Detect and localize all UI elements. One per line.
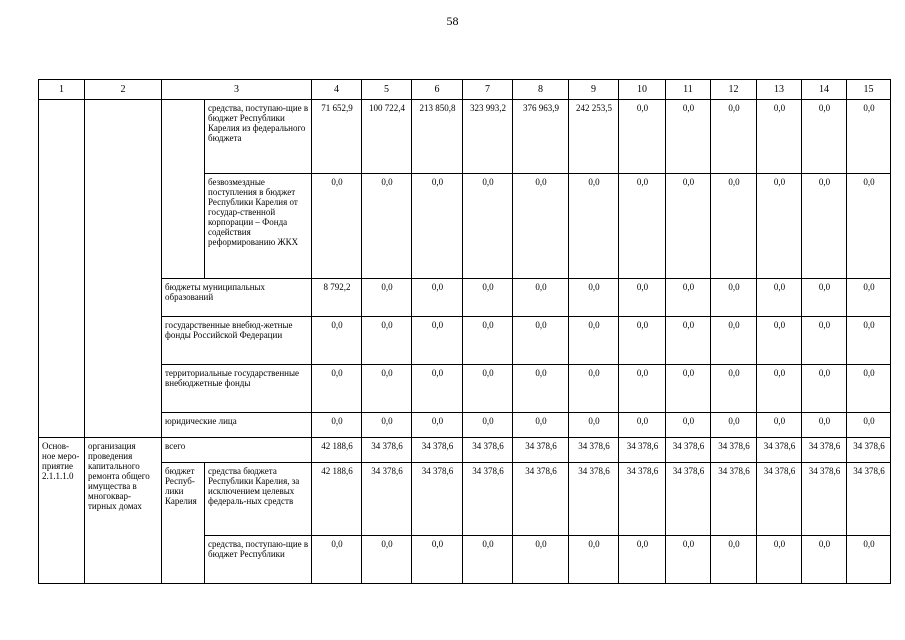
header-cell: 9 <box>569 80 619 100</box>
value-cell: 0,0 <box>711 174 757 279</box>
value-cell: 42 188,6 <box>312 463 362 536</box>
value-cell: 0,0 <box>711 100 757 174</box>
value-cell: 0,0 <box>362 317 412 365</box>
value-cell: 34 378,6 <box>463 438 513 463</box>
value-cell: 0,0 <box>757 279 802 317</box>
value-cell: 34 378,6 <box>711 438 757 463</box>
value-cell: 0,0 <box>757 365 802 413</box>
value-cell: 0,0 <box>463 279 513 317</box>
value-cell: 0,0 <box>666 317 711 365</box>
value-cell: 34 378,6 <box>412 463 463 536</box>
table-row <box>39 438 891 463</box>
source-label: юридические лица <box>162 413 312 438</box>
value-cell: 0,0 <box>312 365 362 413</box>
value-cell: 0,0 <box>711 317 757 365</box>
value-cell: 0,0 <box>802 174 847 279</box>
value-cell: 0,0 <box>463 317 513 365</box>
value-cell: 323 993,2 <box>463 100 513 174</box>
value-cell: 34 378,6 <box>513 463 569 536</box>
value-cell: 0,0 <box>619 317 666 365</box>
source-label: государственные внебюд-жетные фонды Российской Федерации <box>162 317 312 365</box>
value-cell: 0,0 <box>802 279 847 317</box>
measure-code: Основ-ное меро-приятие 2.1.1.1.0 <box>39 438 85 584</box>
value-cell: 0,0 <box>847 317 891 365</box>
header-cell: 12 <box>711 80 757 100</box>
table-row <box>39 279 891 317</box>
value-cell: 0,0 <box>711 365 757 413</box>
value-cell: 0,0 <box>619 279 666 317</box>
value-cell: 34 378,6 <box>757 463 802 536</box>
budget-table <box>38 79 891 584</box>
budget-group: бюджет Респуб-лики Карелия <box>162 463 205 584</box>
value-cell: 34 378,6 <box>362 463 412 536</box>
value-cell: 0,0 <box>757 100 802 174</box>
table-row <box>39 100 891 174</box>
value-cell: 0,0 <box>569 536 619 584</box>
value-cell: 0,0 <box>619 174 666 279</box>
header-cell: 14 <box>802 80 847 100</box>
value-cell: 0,0 <box>619 100 666 174</box>
value-cell: 242 253,5 <box>569 100 619 174</box>
value-cell: 34 378,6 <box>463 463 513 536</box>
value-cell: 34 378,6 <box>569 463 619 536</box>
value-cell: 42 188,6 <box>312 438 362 463</box>
value-cell: 0,0 <box>312 536 362 584</box>
table-row <box>39 463 891 536</box>
value-cell: 34 378,6 <box>619 438 666 463</box>
value-cell: 34 378,6 <box>619 463 666 536</box>
value-cell: 376 963,9 <box>513 100 569 174</box>
value-cell: 0,0 <box>757 413 802 438</box>
value-cell: 8 792,2 <box>312 279 362 317</box>
value-cell: 0,0 <box>463 365 513 413</box>
source-label: средства, поступаю-щие в бюджет Республики Карелия из федерального бюджета <box>205 100 312 174</box>
value-cell: 0,0 <box>569 365 619 413</box>
value-cell: 0,0 <box>711 413 757 438</box>
value-cell: 0,0 <box>757 536 802 584</box>
value-cell: 0,0 <box>569 279 619 317</box>
value-cell: 0,0 <box>847 100 891 174</box>
value-cell: 0,0 <box>802 100 847 174</box>
value-cell: 0,0 <box>513 174 569 279</box>
table-row <box>39 317 891 365</box>
value-cell: 0,0 <box>666 413 711 438</box>
value-cell: 0,0 <box>711 279 757 317</box>
value-cell: 0,0 <box>666 536 711 584</box>
measure-name: организация проведения капитального ремонта общего имущества в многоквар-тирных домах <box>85 438 162 584</box>
value-cell: 0,0 <box>847 413 891 438</box>
value-cell: 34 378,6 <box>757 438 802 463</box>
value-cell: 0,0 <box>802 536 847 584</box>
value-cell: 0,0 <box>569 174 619 279</box>
value-cell: 0,0 <box>847 174 891 279</box>
value-cell: 0,0 <box>513 279 569 317</box>
value-cell: 100 722,4 <box>362 100 412 174</box>
value-cell: 0,0 <box>412 279 463 317</box>
source-label: территориальные государственные внебюджетные фонды <box>162 365 312 413</box>
header-cell: 4 <box>312 80 362 100</box>
source-label: средства, поступаю-щие в бюджет Республики <box>205 536 312 584</box>
page-number: 58 <box>446 14 459 28</box>
measure-cell <box>39 100 85 438</box>
value-cell: 34 378,6 <box>711 463 757 536</box>
value-cell: 34 378,6 <box>362 438 412 463</box>
source-label: средства бюджета Республики Карелия, за исключением целевых федераль-ных средств <box>205 463 312 536</box>
source-label: безвозмездные поступления в бюджет Республики Карелия от государ-ственной корпорации – Фонда содействия реформированию ЖКХ <box>205 174 312 279</box>
value-cell: 34 378,6 <box>802 463 847 536</box>
value-cell: 34 378,6 <box>847 438 891 463</box>
value-cell: 34 378,6 <box>513 438 569 463</box>
value-cell: 0,0 <box>666 365 711 413</box>
header-row <box>39 80 891 100</box>
value-cell: 34 378,6 <box>569 438 619 463</box>
value-cell: 0,0 <box>513 317 569 365</box>
value-cell: 0,0 <box>847 536 891 584</box>
value-cell: 0,0 <box>412 413 463 438</box>
value-cell: 34 378,6 <box>412 438 463 463</box>
value-cell: 0,0 <box>362 365 412 413</box>
value-cell: 0,0 <box>619 536 666 584</box>
value-cell: 0,0 <box>847 365 891 413</box>
value-cell: 0,0 <box>711 536 757 584</box>
value-cell: 0,0 <box>362 536 412 584</box>
value-cell: 0,0 <box>802 365 847 413</box>
value-cell: 0,0 <box>463 536 513 584</box>
header-cell: 6 <box>412 80 463 100</box>
value-cell: 0,0 <box>412 365 463 413</box>
table-row <box>39 413 891 438</box>
value-cell: 0,0 <box>362 279 412 317</box>
value-cell: 0,0 <box>802 317 847 365</box>
source-label: всего <box>162 438 312 463</box>
value-cell: 0,0 <box>513 536 569 584</box>
value-cell: 0,0 <box>412 174 463 279</box>
value-cell: 0,0 <box>666 174 711 279</box>
value-cell: 34 378,6 <box>666 463 711 536</box>
value-cell: 0,0 <box>847 279 891 317</box>
header-cell: 10 <box>619 80 666 100</box>
value-cell: 0,0 <box>513 413 569 438</box>
value-cell: 0,0 <box>362 413 412 438</box>
header-cell: 8 <box>513 80 569 100</box>
value-cell: 0,0 <box>412 536 463 584</box>
header-cell: 13 <box>757 80 802 100</box>
value-cell: 0,0 <box>619 365 666 413</box>
name-cell <box>85 100 162 438</box>
value-cell: 0,0 <box>412 317 463 365</box>
value-cell: 0,0 <box>802 413 847 438</box>
value-cell: 0,0 <box>666 100 711 174</box>
value-cell: 0,0 <box>757 174 802 279</box>
header-cell: 15 <box>847 80 891 100</box>
value-cell: 213 850,8 <box>412 100 463 174</box>
header-cell: 3 <box>162 80 312 100</box>
value-cell: 0,0 <box>362 174 412 279</box>
value-cell: 0,0 <box>619 413 666 438</box>
header-cell: 7 <box>463 80 513 100</box>
value-cell: 0,0 <box>569 413 619 438</box>
value-cell: 34 378,6 <box>847 463 891 536</box>
value-cell: 34 378,6 <box>802 438 847 463</box>
header-cell: 11 <box>666 80 711 100</box>
value-cell: 0,0 <box>463 174 513 279</box>
source-label: бюджеты муниципальных образований <box>162 279 312 317</box>
value-cell: 34 378,6 <box>666 438 711 463</box>
table-row <box>39 365 891 413</box>
header-cell: 5 <box>362 80 412 100</box>
value-cell: 0,0 <box>569 317 619 365</box>
header-cell: 1 <box>39 80 85 100</box>
value-cell: 0,0 <box>757 317 802 365</box>
value-cell: 0,0 <box>312 413 362 438</box>
value-cell: 0,0 <box>666 279 711 317</box>
value-cell: 0,0 <box>312 317 362 365</box>
value-cell: 0,0 <box>312 174 362 279</box>
value-cell: 0,0 <box>513 365 569 413</box>
value-cell: 0,0 <box>463 413 513 438</box>
header-cell: 2 <box>85 80 162 100</box>
value-cell: 71 652,9 <box>312 100 362 174</box>
group-cell <box>162 100 205 279</box>
